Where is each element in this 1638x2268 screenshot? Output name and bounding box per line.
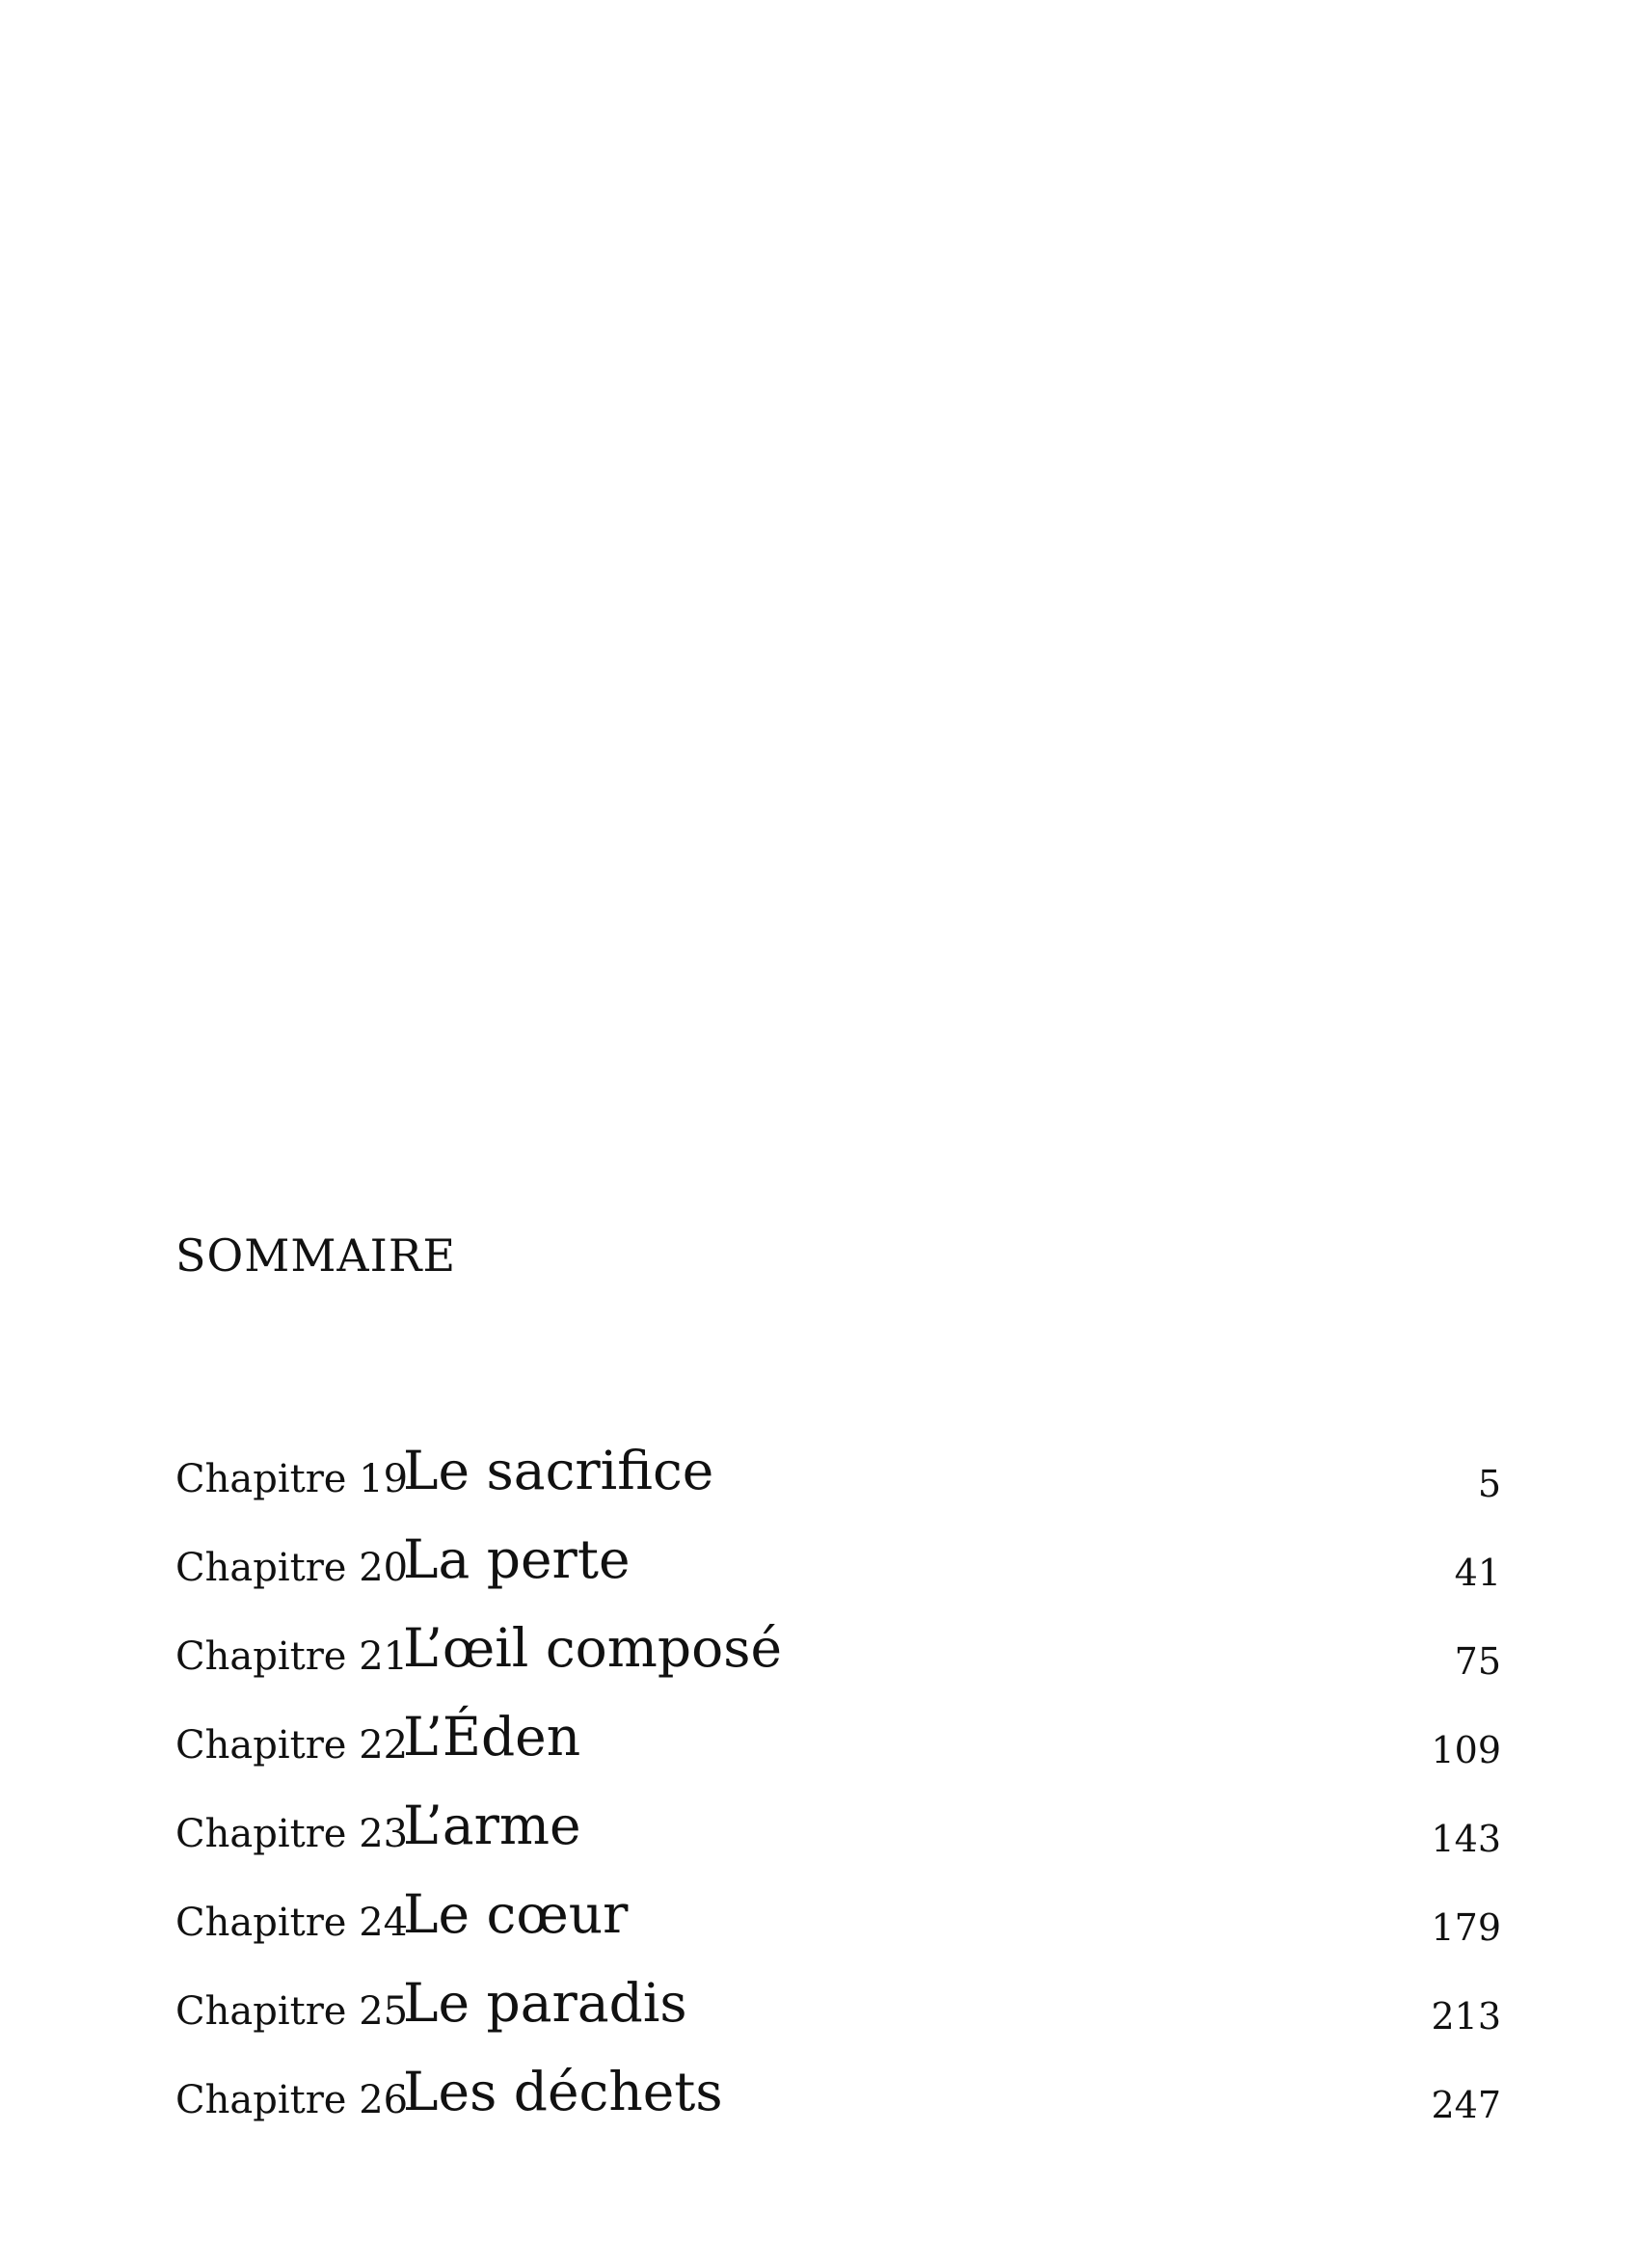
chapter-title: L’arme: [403, 1795, 581, 1856]
page-number: 247: [1431, 2084, 1501, 2126]
toc-entry-chapter-20[interactable]: [175, 1527, 1501, 1616]
chapter-number: Chapitre 21: [175, 1634, 409, 1679]
chapter-number: Chapitre 23: [175, 1812, 409, 1856]
chapter-number: Chapitre 25: [175, 1989, 409, 2034]
chapter-title: Le cœur: [403, 1883, 629, 1945]
chapter-title: Le paradis: [403, 1972, 687, 2034]
chapter-number: Chapitre 20: [175, 1546, 409, 1590]
chapter-number: Chapitre 24: [175, 1901, 409, 1945]
page-number: 179: [1431, 1906, 1501, 1949]
toc-entry-chapter-21[interactable]: [175, 1616, 1501, 1705]
page-number: 5: [1477, 1463, 1501, 1505]
chapter-number: Chapitre 22: [175, 1723, 409, 1768]
toc-entry-chapter-24[interactable]: [175, 1882, 1501, 1971]
toc-entry-chapter-25[interactable]: [175, 1971, 1501, 2060]
toc-entry-chapter-19[interactable]: [175, 1439, 1501, 1527]
chapter-title: Le sacrifice: [403, 1440, 714, 1501]
chapter-title: Les déchets: [403, 2061, 723, 2122]
toc-entry-chapter-23[interactable]: [175, 1794, 1501, 1882]
page-number: 109: [1431, 1729, 1501, 1771]
chapter-title: L’œil composé: [403, 1617, 783, 1679]
toc-list: [175, 1439, 1501, 2148]
chapter-number: Chapitre 26: [175, 2078, 409, 2122]
page-number: 75: [1454, 1640, 1501, 1683]
chapter-number: Chapitre 19: [175, 1457, 409, 1501]
page-number: 213: [1431, 1995, 1501, 2038]
toc-entry-chapter-26[interactable]: [175, 2060, 1501, 2148]
chapter-title: L’Éden: [403, 1706, 581, 1768]
chapter-title: La perte: [403, 1528, 631, 1590]
toc-entry-chapter-22[interactable]: [175, 1705, 1501, 1794]
page-number: 143: [1431, 1818, 1501, 1860]
toc-heading: SOMMAIRE: [175, 1229, 457, 1282]
page-number: 41: [1454, 1552, 1501, 1594]
